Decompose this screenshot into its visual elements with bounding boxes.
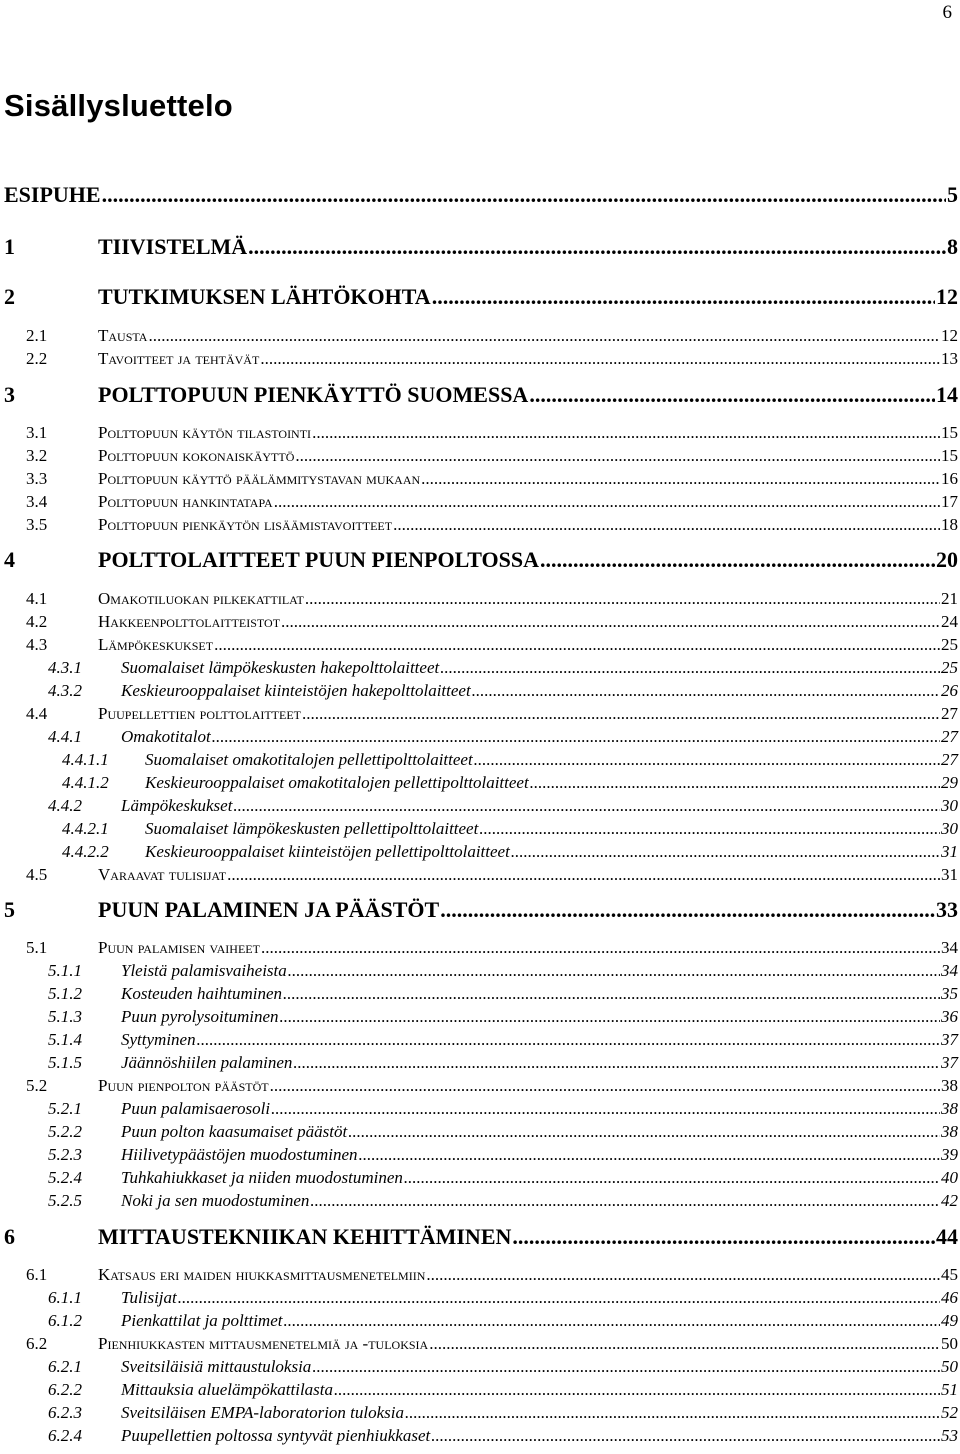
- toc-entry[interactable]: [0, 424, 958, 441]
- dot-leader: [274, 493, 940, 510]
- toc-entry-number: 3.3: [26, 468, 48, 488]
- toc-entry[interactable]: [0, 1427, 958, 1444]
- toc-entry-page: 38: [941, 1098, 958, 1118]
- toc-entry-title: Pienhiukkasten mittausmenetelmiä ja -tuloksia: [98, 1333, 429, 1353]
- toc-entry-page: 12: [941, 325, 958, 345]
- dot-leader: [540, 549, 935, 571]
- toc-entry[interactable]: [0, 1146, 958, 1163]
- toc-entry[interactable]: [0, 493, 958, 510]
- toc-entry-title: Polttopuun käytön tilastointi: [98, 422, 312, 442]
- toc-entry[interactable]: [0, 682, 958, 699]
- toc-entry[interactable]: [0, 728, 958, 745]
- toc-entry-title: Hakkeenpolttolaitteistot: [98, 611, 281, 631]
- dot-leader: [479, 820, 940, 837]
- toc-entry-title: POLTTOLAITTEET PUUN PIENPOLTOSSA: [98, 546, 539, 572]
- toc-entry-page: 15: [941, 445, 958, 465]
- dot-leader: [474, 751, 940, 768]
- toc-entry-number: 4.4.1: [48, 726, 82, 746]
- toc-entry-title: PUUN PALAMINEN JA PÄÄSTÖT: [98, 896, 440, 922]
- dot-leader: [305, 590, 940, 607]
- toc-entry[interactable]: [0, 659, 958, 676]
- toc-entry-number: 4.3.1: [48, 657, 82, 677]
- toc-entry-page: 14: [936, 381, 958, 407]
- dot-leader: [148, 327, 940, 344]
- dot-leader: [530, 774, 940, 791]
- toc-entry[interactable]: [0, 613, 958, 630]
- toc-entry-title: POLTTOPUUN PIENKÄYTTÖ SUOMESSA: [98, 381, 529, 407]
- toc-entry-title: Noki ja sen muodostuminen: [121, 1190, 310, 1210]
- toc-entry-page: 5: [947, 181, 958, 207]
- toc-entry[interactable]: [0, 381, 958, 407]
- page-number: 6: [942, 2, 952, 23]
- toc-entry-number: 6.1.2: [48, 1310, 82, 1330]
- toc-entry-page: 16: [941, 468, 958, 488]
- toc-entry-title: Mittauksia aluelämpökattilasta: [121, 1379, 334, 1399]
- toc-entry-page: 38: [941, 1121, 958, 1141]
- dot-leader: [529, 384, 935, 406]
- toc-entry-title: ESIPUHE: [4, 181, 101, 207]
- dot-leader: [472, 682, 940, 699]
- dot-leader: [288, 962, 940, 979]
- toc-entry-number: 3: [4, 381, 15, 407]
- toc-entry-title: Sveitsiläisiä mittaustuloksia: [121, 1356, 312, 1376]
- toc-entry-page: 33: [936, 896, 958, 922]
- toc-entry[interactable]: [0, 1031, 958, 1048]
- dot-leader: [405, 1404, 940, 1421]
- toc-entry[interactable]: [0, 546, 958, 572]
- toc-entry-title: Polttopuun hankintatapa: [98, 491, 273, 511]
- dot-leader: [102, 184, 946, 206]
- toc-entry-title: Sveitsiläisen EMPA-laboratorion tuloksia: [121, 1402, 404, 1422]
- toc-entry-title: Keskieurooppalaiset kiinteistöjen hakepolttolaitteet: [121, 680, 471, 700]
- toc-entry-page: 25: [941, 657, 958, 677]
- dot-leader: [283, 985, 940, 1002]
- toc-entry-title: Kosteuden haihtuminen: [121, 983, 283, 1003]
- toc-entry[interactable]: [0, 1077, 958, 1094]
- toc-entry-number: 4.4.1.2: [62, 772, 109, 792]
- toc-entry-number: 6.2.2: [48, 1379, 82, 1399]
- toc-entry-title: Katsaus eri maiden hiukkasmittausmenetelmiin: [98, 1264, 426, 1284]
- dot-leader: [212, 728, 940, 745]
- toc-entry-number: 5.1: [26, 937, 48, 957]
- toc-entry-number: 3.2: [26, 445, 48, 465]
- toc-entry[interactable]: [0, 1169, 958, 1186]
- dot-leader: [312, 424, 940, 441]
- toc-entry-number: 3.4: [26, 491, 48, 511]
- toc-entry-number: 5: [4, 896, 15, 922]
- toc-entry-title: Hiilivetypäästöjen muodostuminen: [121, 1144, 358, 1164]
- toc-entry-page: 38: [941, 1075, 958, 1095]
- dot-leader: [431, 1427, 940, 1444]
- dot-leader: [197, 1031, 940, 1048]
- toc-entry-page: 46: [941, 1287, 958, 1307]
- dot-leader: [512, 1226, 935, 1248]
- dot-leader: [404, 1169, 940, 1186]
- toc-entry-number: 5.1.4: [48, 1029, 82, 1049]
- toc-entry-number: 3.1: [26, 422, 48, 442]
- toc-entry[interactable]: [0, 447, 958, 464]
- toc-entry[interactable]: [0, 327, 958, 344]
- toc-entry-page: 20: [936, 546, 958, 572]
- dot-leader: [281, 613, 940, 630]
- dot-leader: [271, 1100, 940, 1117]
- toc-entry[interactable]: [0, 1223, 958, 1249]
- toc-entry-page: 31: [941, 841, 958, 861]
- toc-entry-page: 52: [941, 1402, 958, 1422]
- toc-entry-title: Lämpökeskukset: [98, 634, 214, 654]
- toc-entry-title: Puun palamisaerosoli: [121, 1098, 271, 1118]
- toc-entry-page: 21: [941, 588, 958, 608]
- toc-entry-title: Lämpökeskukset: [121, 795, 233, 815]
- toc-entry-number: 5.2.3: [48, 1144, 82, 1164]
- toc-entry-page: 27: [941, 726, 958, 746]
- toc-entry-number: 4.4: [26, 703, 48, 723]
- toc-entry[interactable]: [0, 1054, 958, 1071]
- toc-entry-number: 3.5: [26, 514, 48, 534]
- toc-entry[interactable]: [0, 1100, 958, 1117]
- toc-entry-number: 5.1.1: [48, 960, 82, 980]
- toc-entry-title: Polttopuun pienkäytön lisäämistavoitteet: [98, 514, 393, 534]
- toc-entry[interactable]: [0, 1192, 958, 1209]
- toc-entry[interactable]: [0, 1381, 958, 1398]
- toc-entry-number: 4.4.1.1: [62, 749, 109, 769]
- toc-entry-page: 13: [941, 348, 958, 368]
- toc-entry-title: Varaavat tulisijat: [98, 864, 227, 884]
- dot-leader: [426, 1266, 940, 1283]
- toc-entry-title: Puun polton kaasumaiset päästöt: [121, 1121, 348, 1141]
- toc-entry-number: 6.1: [26, 1264, 48, 1284]
- dot-leader: [429, 1335, 940, 1352]
- dot-leader: [440, 659, 940, 676]
- toc-entry-page: 42: [941, 1190, 958, 1210]
- toc-entry-page: 27: [941, 703, 958, 723]
- toc-entry[interactable]: [0, 1123, 958, 1140]
- toc-entry-page: 30: [941, 818, 958, 838]
- toc-entry-number: 5.1.2: [48, 983, 82, 1003]
- toc-entry-number: 4.5: [26, 864, 48, 884]
- toc-entry-title: Tausta: [98, 325, 148, 345]
- toc-entry-page: 15: [941, 422, 958, 442]
- toc-entry[interactable]: [0, 985, 958, 1002]
- toc-entry-number: 5.2.5: [48, 1190, 82, 1210]
- toc-entry-number: 4.3: [26, 634, 48, 654]
- dot-leader: [248, 236, 946, 258]
- dot-leader: [283, 1312, 940, 1329]
- toc-entry[interactable]: [0, 283, 958, 309]
- dot-leader: [261, 939, 940, 956]
- toc-entry-number: 5.2.2: [48, 1121, 82, 1141]
- dot-leader: [440, 899, 935, 921]
- toc-entry-page: 40: [941, 1167, 958, 1187]
- toc-entry-number: 4.4.2.2: [62, 841, 109, 861]
- toc-entry-number: 5.2: [26, 1075, 48, 1095]
- toc-entry-page: 31: [941, 864, 958, 884]
- dot-leader: [270, 1077, 940, 1094]
- toc-entry[interactable]: [0, 820, 958, 837]
- toc-entry-title: Keskieurooppalaiset omakotitalojen pellettipolttolaitteet: [145, 772, 529, 792]
- toc-entry[interactable]: [0, 774, 958, 791]
- toc-entry-number: 4.4.2: [48, 795, 82, 815]
- toc-entry-title: Polttopuun kokonaiskäyttö: [98, 445, 295, 465]
- toc-entry[interactable]: [0, 1289, 958, 1306]
- dot-leader: [334, 1381, 940, 1398]
- toc-entry-title: Tulisijat: [121, 1287, 177, 1307]
- toc-entry[interactable]: [0, 1358, 958, 1375]
- toc-entry[interactable]: [0, 1266, 958, 1283]
- toc-entry-page: 27: [941, 749, 958, 769]
- toc-entry-number: 2.1: [26, 325, 48, 345]
- toc-entry-title: Puupellettien polttolaitteet: [98, 703, 302, 723]
- dot-leader: [393, 516, 940, 533]
- toc-entry[interactable]: [0, 1404, 958, 1421]
- toc-entry-page: 17: [941, 491, 958, 511]
- toc-entry-number: 6.1.1: [48, 1287, 82, 1307]
- toc-entry-title: Suomalaiset omakotitalojen pellettipolttolaitteet: [145, 749, 473, 769]
- toc-entry-number: 6: [4, 1223, 15, 1249]
- toc-entry[interactable]: [0, 1312, 958, 1329]
- toc-entry-page: 37: [941, 1029, 958, 1049]
- toc-entry[interactable]: [0, 939, 958, 956]
- toc-entry[interactable]: [0, 470, 958, 487]
- toc-entry[interactable]: [0, 350, 958, 367]
- toc-entry-title: Polttopuun käyttö päälämmitystavan mukaan: [98, 468, 421, 488]
- toc-entry-title: TUTKIMUKSEN LÄHTÖKOHTA: [98, 283, 431, 309]
- toc-entry-title: Suomalaiset lämpökeskusten hakepolttolaitteet: [121, 657, 440, 677]
- toc-entry-title: Tavoitteet ja tehtävät: [98, 348, 260, 368]
- toc-entry-page: 30: [941, 795, 958, 815]
- toc-entry[interactable]: [0, 866, 958, 883]
- dot-leader: [233, 797, 940, 814]
- toc-entry-page: 35: [941, 983, 958, 1003]
- toc-entry-page: 39: [941, 1144, 958, 1164]
- toc-entry-page: 37: [941, 1052, 958, 1072]
- toc-entry[interactable]: [0, 516, 958, 533]
- toc-entry[interactable]: [0, 797, 958, 814]
- toc-entry-page: 45: [941, 1264, 958, 1284]
- toc-entry-number: 1: [4, 233, 15, 259]
- dot-leader: [432, 286, 935, 308]
- toc-entry[interactable]: [0, 896, 958, 922]
- toc-entry-page: 50: [941, 1356, 958, 1376]
- dot-leader: [310, 1192, 940, 1209]
- toc-entry[interactable]: [0, 705, 958, 722]
- dot-leader: [302, 705, 940, 722]
- toc-entry-page: 34: [941, 960, 958, 980]
- toc-entry-page: 34: [941, 937, 958, 957]
- toc-entry[interactable]: [0, 751, 958, 768]
- toc-entry-number: 6.2.1: [48, 1356, 82, 1376]
- toc-title: Sisällysluettelo: [4, 88, 233, 123]
- toc-entry-title: Puun pienpolton päästöt: [98, 1075, 269, 1095]
- toc-entry-title: Keskieurooppalaiset kiinteistöjen pellettipolttolaitteet: [145, 841, 510, 861]
- toc-entry-title: Puun palamisen vaiheet: [98, 937, 260, 957]
- toc-entry-page: 25: [941, 634, 958, 654]
- toc-entry-page: 24: [941, 611, 958, 631]
- toc-entry-page: 50: [941, 1333, 958, 1353]
- toc-entry-number: 6.2.4: [48, 1425, 82, 1445]
- dot-leader: [260, 350, 940, 367]
- toc-entry-page: 49: [941, 1310, 958, 1330]
- dot-leader: [280, 1008, 940, 1025]
- toc-entry[interactable]: [0, 1008, 958, 1025]
- toc-entry-page: 53: [941, 1425, 958, 1445]
- toc-entry-page: 8: [947, 233, 958, 259]
- toc-entry-number: 5.2.4: [48, 1167, 82, 1187]
- toc-entry-page: 36: [941, 1006, 958, 1026]
- toc-entry-title: Puun pyrolysoituminen: [121, 1006, 279, 1026]
- toc-entry-number: 2.2: [26, 348, 48, 368]
- toc-entry-page: 44: [936, 1223, 958, 1249]
- toc-entry[interactable]: [0, 181, 958, 207]
- toc-entry-page: 18: [941, 514, 958, 534]
- toc-entry-title: Syttyminen: [121, 1029, 196, 1049]
- toc-entry-title: TIIVISTELMÄ: [98, 233, 248, 259]
- dot-leader: [178, 1289, 940, 1306]
- toc-entry-title: Tuhkahiukkaset ja niiden muodostuminen: [121, 1167, 403, 1187]
- toc-entry-page: 51: [941, 1379, 958, 1399]
- toc-entry-number: 4.4.2.1: [62, 818, 109, 838]
- toc-entry-number: 4.2: [26, 611, 48, 631]
- toc-entry[interactable]: [0, 1335, 958, 1352]
- toc-entry-page: 26: [941, 680, 958, 700]
- toc-entry-number: 4: [4, 546, 15, 572]
- toc-entry-title: Omakotiluokan pilkekattilat: [98, 588, 304, 608]
- toc-entry-page: 12: [936, 283, 958, 309]
- toc-entry[interactable]: [0, 590, 958, 607]
- toc-entry-number: 5.1.5: [48, 1052, 82, 1072]
- dot-leader: [293, 1054, 940, 1071]
- dot-leader: [348, 1123, 940, 1140]
- toc-entry-title: Pienkattilat ja polttimet: [121, 1310, 283, 1330]
- dot-leader: [359, 1146, 940, 1163]
- dot-leader: [511, 843, 940, 860]
- toc-entry-title: Jäännöshiilen palaminen: [121, 1052, 293, 1072]
- toc-entry-number: 4.3.2: [48, 680, 82, 700]
- toc-entry-number: 4.1: [26, 588, 48, 608]
- toc-entry-number: 5.2.1: [48, 1098, 82, 1118]
- toc-entry[interactable]: [0, 843, 958, 860]
- toc-entry[interactable]: [0, 233, 958, 259]
- toc-entry-title: Omakotitalot: [121, 726, 211, 746]
- toc-entry[interactable]: [0, 636, 958, 653]
- dot-leader: [312, 1358, 940, 1375]
- dot-leader: [227, 866, 940, 883]
- toc-entry-title: Suomalaiset lämpökeskusten pellettipolttolaitteet: [145, 818, 479, 838]
- toc-entry-title: Puupellettien poltossa syntyvät pienhiukkaset: [121, 1425, 431, 1445]
- toc-entry-number: 2: [4, 283, 15, 309]
- dot-leader: [295, 447, 940, 464]
- toc-entry-title: Yleistä palamisvaiheista: [121, 960, 287, 980]
- toc-entry[interactable]: [0, 962, 958, 979]
- dot-leader: [214, 636, 940, 653]
- toc-entry-number: 6.2.3: [48, 1402, 82, 1422]
- toc-entry-number: 5.1.3: [48, 1006, 82, 1026]
- toc-entry-title: MITTAUSTEKNIIKAN KEHITTÄMINEN: [98, 1223, 512, 1249]
- toc-entry-number: 6.2: [26, 1333, 48, 1353]
- toc-entry-page: 29: [941, 772, 958, 792]
- dot-leader: [421, 470, 940, 487]
